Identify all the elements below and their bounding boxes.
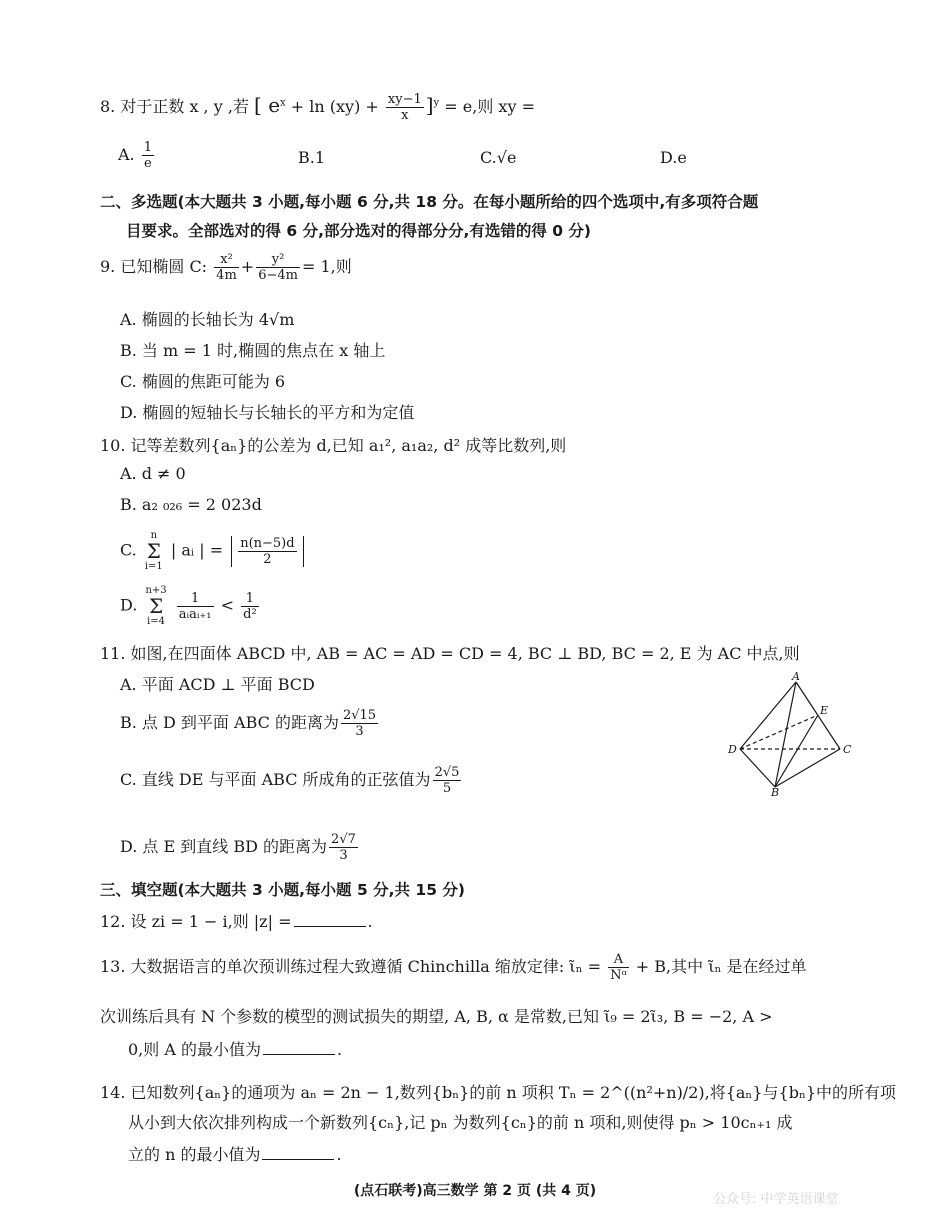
q8-sup-y: y [433, 97, 440, 109]
q11-option-c: C. 直线 DE 与平面 ABC 所成角的正弦值为 $\frac{2√5}{5}$ [120, 765, 460, 796]
question-13-line-3: 0,则 A 的最小值为 . [128, 1040, 343, 1059]
q8-expr-mid: + ln (xy) + [285, 97, 384, 116]
q8-option-d: D.e [660, 148, 687, 167]
q11-option-d: D. 点 E 到直线 BD 的距离为 $\frac{2√7}{3}$ [120, 832, 356, 863]
figure-label-c: C [843, 743, 852, 756]
section-2-heading-cont: 目要求。全部选对的得 6 分,部分选对的得部分分,有选错的得 0 分) [126, 222, 592, 240]
q8-lead: 8. 对于正数 x , y ,若 [100, 97, 249, 116]
q10-option-a: A. d ≠ 0 [120, 464, 186, 483]
q10-option-d: D. n+3 Σ i=4 $\frac{1}{\text{aᵢaᵢ₊₁}}$ < $\frac{1}{\text{d²}}$ [120, 585, 257, 627]
section-3-heading: 三、填空题(本大题共 3 小题,每小题 5 分,共 15 分) [100, 881, 465, 899]
question-12: 12. 设 zi = 1 − i,则 |z| = . [100, 912, 373, 931]
q9-option-d: D. 椭圆的短轴长与长轴长的平方和为定值 [120, 403, 415, 422]
q8-bracket-close: ] [425, 93, 434, 117]
q9-frac-1: $\frac{\text{x²}}{4m}$ [216, 252, 237, 283]
question-9: 9. 已知椭圆 C: $\frac{\text{x²}}{4m}$ + $\frac{\text{y²}}{6-4m}$ = 1,则 [100, 252, 352, 283]
question-8 [100, 92, 535, 123]
q14-answer-blank[interactable] [262, 1159, 334, 1160]
q8-option-c: C.√e [480, 148, 517, 167]
q8-bracket-open: [ e [254, 93, 281, 117]
figure-label-a: A [792, 672, 800, 683]
q13-answer-blank[interactable] [263, 1054, 335, 1055]
q11-option-b: B. 点 D 到平面 ABC 的距离为 $\frac{2√15}{3}$ [120, 708, 377, 739]
question-13-line-2: 次训练后具有 N 个参数的模型的测试损失的期望, A, B, α 是常数,已知 ι̃₉ = 2ι̃₃, B = −2, A > [100, 1007, 773, 1026]
question-14-line-3: 立的 n 的最小值为 . [128, 1145, 342, 1164]
figure-label-e: E [820, 704, 829, 717]
q9-option-a: A. 椭圆的长轴长为 4√m [120, 310, 295, 329]
question-10: 10. 记等差数列{aₙ}的公差为 d,已知 a₁², a₁a₂, d² 成等比数列,则 [100, 436, 567, 455]
q10-option-c: C. n Σ i=1 | aᵢ | = $\frac{n(n-5)d}{2}$ [120, 530, 307, 572]
q9-option-b: B. 当 m = 1 时,椭圆的焦点在 x 轴上 [120, 341, 386, 360]
q8-sup-x: x [280, 97, 286, 109]
figure-label-b: B [771, 786, 780, 797]
page-footer: (点石联考)高三数学 第 2 页 (共 4 页) [353, 1183, 597, 1199]
tetrahedron-figure [725, 672, 860, 797]
q9-frac-2: $\frac{\text{y²}}{6-4m}$ [258, 252, 298, 283]
q8-tail: = e,则 xy = [439, 97, 535, 116]
question-14-line-2: 从小到大依次排列构成一个新数列{cₙ},记 pₙ 为数列{cₙ}的前 n 项和,则使得 pₙ > 10cₙ₊₁ 成 [128, 1113, 793, 1132]
q9-option-c: C. 椭圆的焦距可能为 6 [120, 372, 286, 391]
q8-fraction: $\frac{xy-1}{x}$ [387, 92, 422, 123]
q12-answer-blank[interactable] [294, 926, 366, 927]
section-2-heading: 二、多选题(本大题共 3 小题,每小题 6 分,共 18 分。在每小题所给的四个选项中,有多项符合题 [100, 193, 759, 211]
q8-option-b: B.1 [298, 148, 326, 167]
q8-option-a: A. $\frac{1}{e}$ [118, 140, 153, 171]
q10-option-b: B. a₂ ₀₂₆ = 2 023d [120, 495, 262, 514]
q11-option-a: A. 平面 ACD ⊥ 平面 BCD [120, 675, 315, 694]
watermark: 公众号: 中学英语课堂 [713, 1192, 839, 1207]
question-11: 11. 如图,在四面体 ABCD 中, AB = AC = AD = CD = 4, BC ⊥ BD, BC = 2, E 为 AC 中点,则 [100, 644, 800, 663]
question-14: 14. 已知数列{aₙ}的通项为 aₙ = 2n − 1,数列{bₙ}的前 n 项积 Tₙ = 2^((n²+n)/2),将{aₙ}与{bₙ}中的所有项 [100, 1083, 897, 1102]
question-13: 13. 大数据语言的单次预训练过程大致遵循 Chinchilla 缩放定律: ι̃ₙ = $\frac{A}{\text{Nᵅ}}$ + B,其中 ι̃ₙ 是在经过单 [100, 952, 807, 983]
figure-label-d: D [728, 743, 737, 756]
